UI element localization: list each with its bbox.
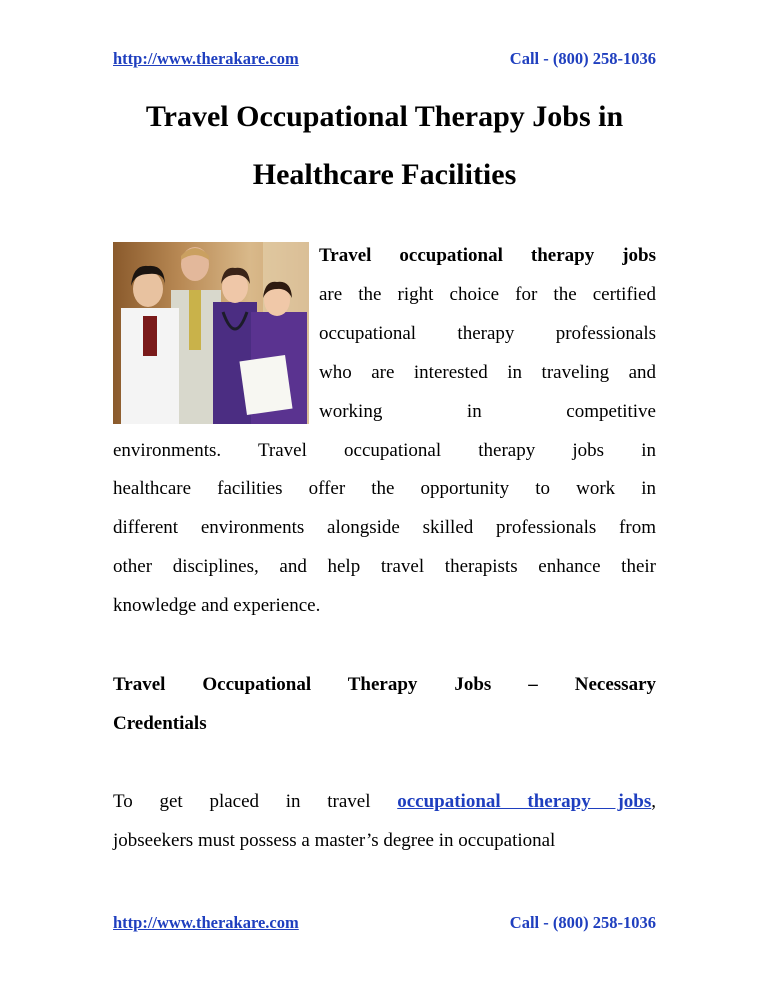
intro-line: occupational therapy professionals [319,322,656,344]
section-heading-line-2: Credentials [113,712,207,734]
page-title-line-1: Travel Occupational Therapy Jobs in [145,100,624,133]
intro-line: are the right choice for the certified [319,283,656,305]
header-call-number: Call - (800) 258-1036 [509,49,656,68]
header-site-link[interactable]: http://www.therakare.com [113,49,299,68]
healthcare-staff-photo [113,242,309,424]
footer-call-number: Call - (800) 258-1036 [509,913,656,932]
intro-line: other disciplines, and help travel therapists enhance their [113,556,656,578]
intro-line: different environments alongside skilled professionals from [113,517,656,539]
body-text: To get placed in travel [113,791,371,812]
occupational-therapy-jobs-link[interactable]: occupational therapy jobs [397,791,652,812]
intro-line: knowledge and experience. [113,595,321,617]
intro-paragraph-right [319,237,656,431]
page-header [113,47,656,71]
footer-site-link[interactable]: http://www.therakare.com [113,913,299,932]
page-title-line-2: Healthcare Facilities [252,158,517,191]
intro-line: working in competitive [319,400,656,422]
page-title [113,88,656,204]
section-heading [113,666,656,744]
intro-line: healthcare facilities offer the opportunity to work in [113,478,656,500]
intro-line: Travel occupational therapy jobs [319,245,656,266]
intro-line: environments. Travel occupational therapy jobs in [113,439,656,461]
page-footer [113,911,656,935]
section-heading-line-1: Travel Occupational Therapy Jobs – Necessary [113,674,656,695]
body-text-comma: , [651,791,656,812]
document-page [113,0,656,994]
section-body-line-2: jobseekers must possess a master’s degree in occupational [113,829,556,851]
intro-paragraph-full [113,432,656,626]
section-body [113,783,656,861]
section-body-line-1 [113,783,656,822]
intro-line: who are interested in traveling and [319,361,656,383]
